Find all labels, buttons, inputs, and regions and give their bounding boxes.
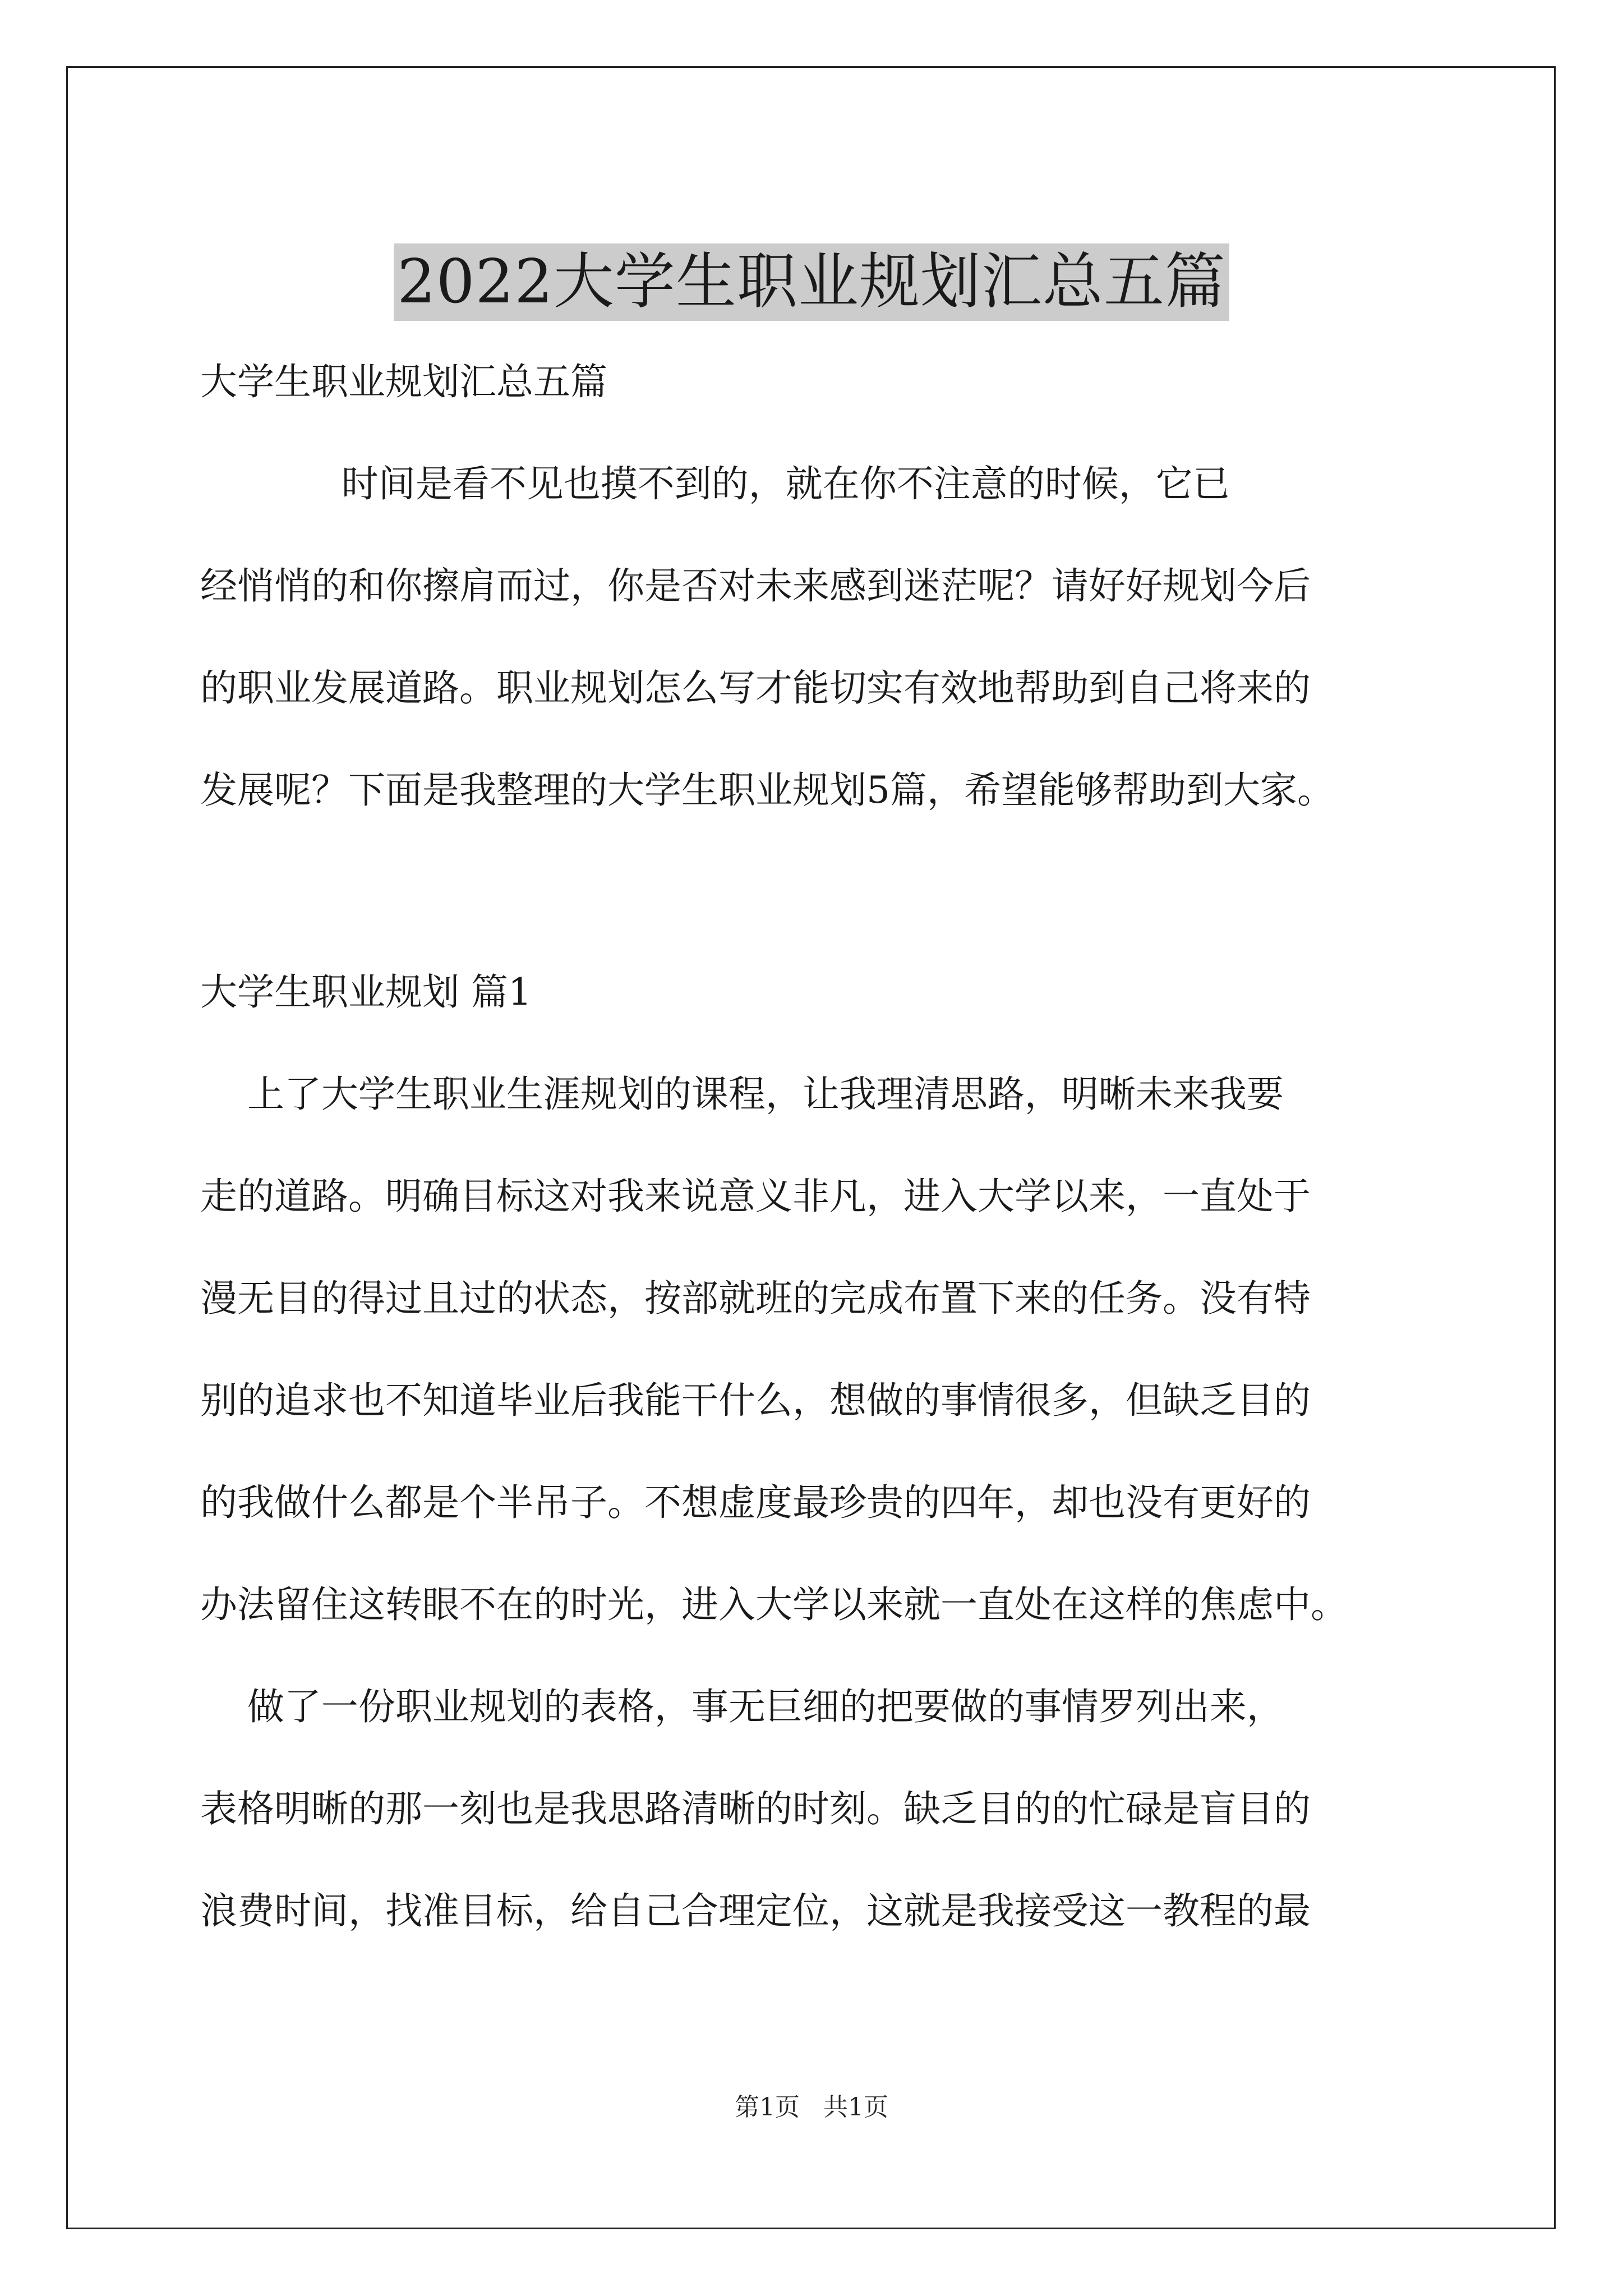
paragraph-line: 办法留住这转眼不在的时光，进入大学以来就一直处在这样的焦虑中。 [200, 1583, 1348, 1626]
paragraph-line: 上了大学生职业生涯规划的课程，让我理清思路，明晰未来我要 [200, 1073, 1284, 1116]
document-body [200, 331, 1434, 1962]
paragraph-line: 的我做什么都是个半吊子。不想虚度最珍贵的四年，却也没有更好的 [200, 1481, 1311, 1524]
intro-line: 时间是看不见也摸不到的，就在你不注意的时候，它已 [200, 462, 1230, 505]
document-subtitle: 大学生职业规划汇总五篇 [200, 360, 607, 403]
page-footer [0, 2087, 1623, 2123]
paragraph-line: 做了一份职业规划的表格，事无巨细的把要做的事情罗列出来， [200, 1685, 1284, 1728]
section-gap [200, 841, 1434, 941]
document-title: 2022大学生职业规划汇总五篇 [394, 243, 1229, 321]
intro-line: 经悄悄的和你擦肩而过，你是否对未来感到迷茫呢？请好好规划今后 [200, 564, 1311, 608]
section-heading: 大学生职业规划 篇1 [200, 970, 532, 1014]
intro-line: 发展呢？下面是我整理的大学生职业规划5篇，希望能够帮助到大家。 [200, 769, 1334, 812]
paragraph-line: 表格明晰的那一刻也是我思路清晰的时刻。缺乏目的的忙碌是盲目的 [200, 1787, 1311, 1830]
paragraph-line: 别的追求也不知道毕业后我能干什么，想做的事情很多，但缺乏目的 [200, 1379, 1311, 1422]
page-number: 第1页 共1页 [735, 2093, 888, 2122]
paragraph-line: 走的道路。明确目标这对我来说意义非凡，进入大学以来，一直处于 [200, 1175, 1311, 1218]
intro-line: 的职业发展道路。职业规划怎么写才能切实有效地帮助到自己将来的 [200, 666, 1311, 710]
paragraph-line: 浪费时间，找准目标，给自己合理定位，这就是我接受这一教程的最 [200, 1889, 1311, 1932]
paragraph-line: 漫无目的得过且过的状态，按部就班的完成布置下来的任务。没有特 [200, 1277, 1311, 1320]
